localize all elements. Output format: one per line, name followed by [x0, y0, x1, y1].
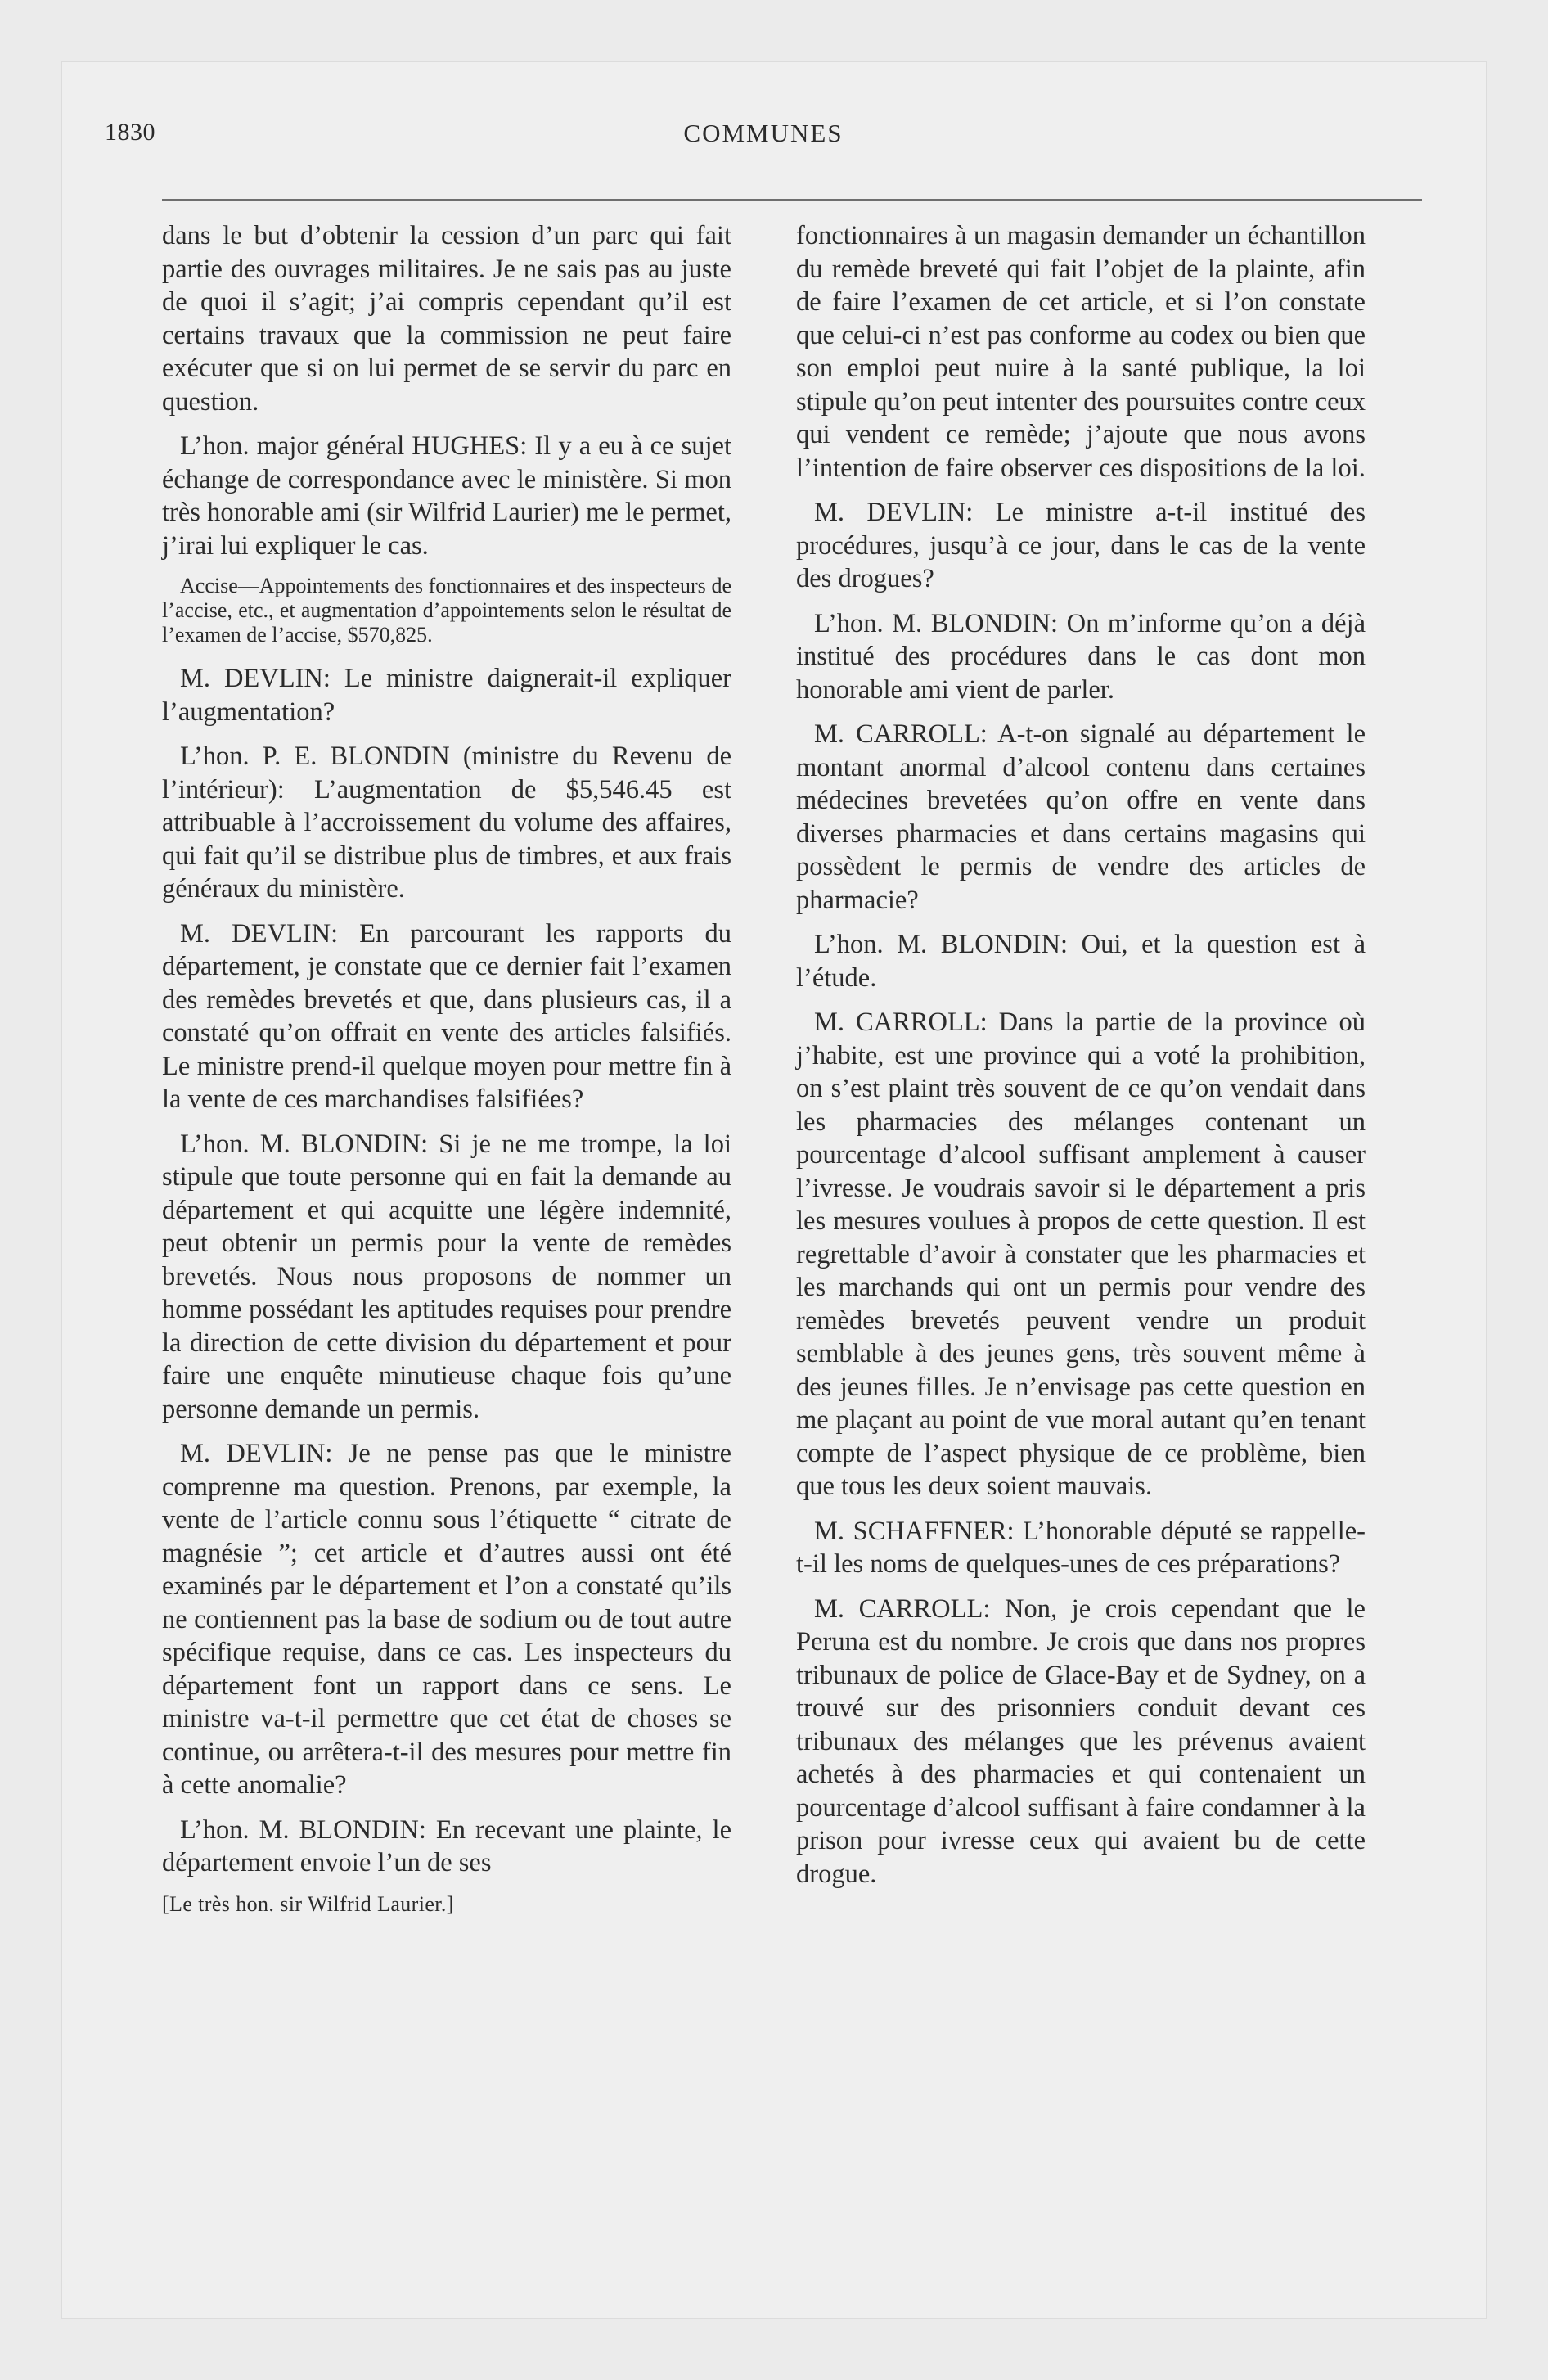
- paragraph: M. DEVLIN: En parcourant les rapports du département, je constate que ce dernier fait l’examen des remèdes brevetés et que, dans plusieurs cas, il a constaté qu’on offrait en vente des articles falsifiés. Le ministre prend-il quelque moyen pour mettre fin à la vente de ces marchandises falsifiées?: [162, 918, 731, 1114]
- paragraph: M. SCHAFFNER: L’honorable député se rappelle-t-il les noms de quelques-unes de ces préparations?: [796, 1516, 1366, 1579]
- running-title: COMMUNES: [683, 119, 844, 147]
- page-number: 1830: [105, 119, 155, 146]
- paragraph: M. DEVLIN: Je ne pense pas que le ministre comprenne ma question. Prenons, par exemple, la vente de l’article connu sous l’étiquette “ citrate de magnésie ”; cet article et d’autres aussi ont été examinés par le département et l’on a constaté qu’ils ne contiennent pas la base de sodium ou de tout autre spécifique requise, dans ce cas. Les inspecteurs du département font un rapport dans ce sens. Le ministre va-t-il permettre que cet état de choses se continue, ou arrêtera-t-il des mesures pour mettre fin à cette anomalie?: [162, 1439, 731, 1800]
- paragraph: L’hon. P. E. BLONDIN (ministre du Revenu de l’intérieur): L’augmentation de $5,546.45 est attribuable à l’accroissement du volume des affaires, qui fait qu’il se distribue plus de timbres, et aux frais généraux du ministère.: [162, 741, 731, 904]
- right-column: [796, 219, 1366, 1902]
- speaker-footer: [Le très hon. sir Wilfrid Laurier.]: [162, 1891, 454, 1916]
- paragraph: L’hon. M. BLONDIN: On m’informe qu’on a déjà institué des procédures dans le cas dont mon honorable ami vient de parler.: [796, 608, 1366, 705]
- page-header: [105, 119, 1422, 168]
- header-rule: [162, 199, 1422, 201]
- paragraph: L’hon. M. BLONDIN: Oui, et la question est à l’étude.: [796, 930, 1366, 993]
- paragraph: L’hon. M. BLONDIN: En recevant une plainte, le département envoie l’un de ses: [162, 1814, 731, 1877]
- paragraph: L’hon. M. BLONDIN: Si je ne me trompe, la loi stipule que toute personne qui en fait la demande au département et qui acquitte une légère indemnité, peut obtenir un permis pour la vente de remèdes brevetés. Nous nous proposons de nommer un homme possédant les aptitudes requises pour prendre la direction de cette division du département et pour faire une enquête minutieuse chaque fois qu’une personne demande un permis.: [162, 1129, 731, 1424]
- paragraph: M. CARROLL: A-t-on signalé au département le montant anormal d’alcool contenu dans certaines médecines brevetées qu’on offre en vente dans diverses pharmacies et dans certains magasins qui possèdent le permis de vendre des articles de pharmacie?: [796, 719, 1366, 915]
- paragraph: fonctionnaires à un magasin demander un échantillon du remède breveté qui fait l’objet de la plainte, afin de faire l’examen de cet article, et si l’on constate que celui-ci n’est pas conforme au codex ou bien que son emploi peut nuire à la santé publique, la loi stipule qu’on peut intenter des poursuites contre ceux qui vendent ce remède; j’ajoute que nous avons l’intention de faire observer ces dispositions de la loi.: [796, 221, 1366, 483]
- paragraph: M. CARROLL: Dans la partie de la province où j’habite, est une province qui a voté la prohibition, on s’est plaint très souvent de ce qu’on vendait dans les pharmacies des mélanges contenant un pourcentage d’alcool suffisant amplement à causer l’ivresse. Je voudrais savoir si le département a pris les mesures voulues à propos de cette question. Il est regrettable d’avoir à constater que les pharmacies et les marchands qui ont un permis pour vendre des remèdes brevetés peuvent vendre un produit semblable à des jeunes gens, très souvent même à des jeunes filles. Je n’envisage pas cette question en me plaçant au point de vue moral autant qu’en tenant compte de l’aspect physique de ce problème, bien que tous les deux soient mauvais.: [796, 1007, 1366, 1501]
- paragraph: L’hon. major général HUGHES: Il y a eu à ce sujet échange de correspondance avec le ministère. Si mon très honorable ami (sir Wilfrid Laurier) me le permet, j’irai lui expliquer le cas.: [162, 431, 731, 561]
- budget-item: Accise—Appointements des fonctionnaires et des inspecteurs de l’accise, etc., et augmentation d’appointements selon le résultat de l’examen de l’accise, $570,825.: [162, 574, 731, 647]
- paragraph: dans le but d’obtenir la cession d’un parc qui fait partie des ouvrages militaires. Je ne sais pas au juste de quoi il s’agit; j’ai compris cependant qu’il est certains travaux que la commission ne peut faire exécuter que si on lui permet de se servir du parc en question.: [162, 221, 731, 417]
- paragraph: M. DEVLIN: Le ministre a-t-il institué des procédures, jusqu’à ce jour, dans le cas de la vente des drogues?: [796, 498, 1366, 593]
- paragraph: M. CARROLL: Non, je crois cependant que le Peruna est du nombre. Je crois que dans nos propres tribunaux de police de Glace-Bay et de Sydney, on a trouvé sur des prisonniers conduit devant ces tribunaux des mélanges que les prévenus avaient achetés à des pharmacies et qui contenaient un pourcentage d’alcool suffisant à faire condamner à la prison pour ivresse ceux qui avaient bu de cette drogue.: [796, 1593, 1366, 1889]
- left-column: [162, 219, 731, 1929]
- paragraph: M. DEVLIN: Le ministre daignerait-il expliquer l’augmentation?: [162, 664, 731, 727]
